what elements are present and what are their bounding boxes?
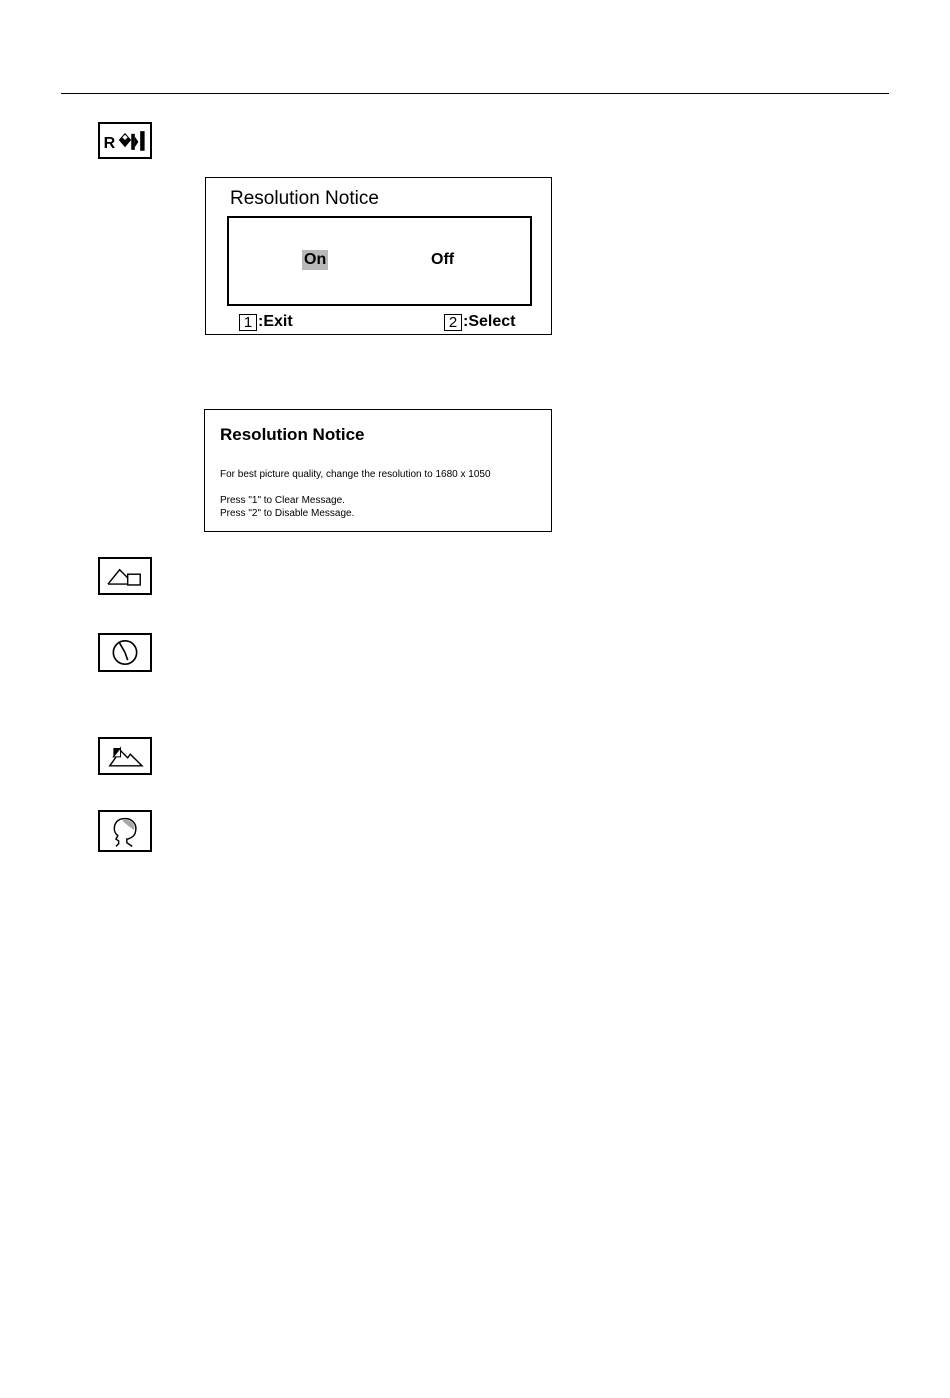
- clock-icon: [98, 633, 152, 672]
- exit-label: :Exit: [258, 313, 293, 330]
- osd-background-icon: [98, 737, 152, 775]
- svg-text:R: R: [103, 134, 116, 153]
- resolution-notice-icon: [98, 122, 152, 159]
- message-title: Resolution Notice: [220, 425, 365, 444]
- select-hint: [444, 313, 515, 331]
- menu-title: Resolution Notice: [230, 188, 379, 209]
- options-box: [227, 216, 532, 306]
- message-line-clear: Press "1" to Clear Message.: [220, 495, 345, 506]
- key-2-badge: 2: [444, 314, 462, 331]
- select-label: :Select: [463, 313, 516, 330]
- resolution-notice-message: [204, 409, 552, 532]
- option-off[interactable]: Off: [431, 251, 455, 268]
- message-line-disable: Press "2" to Disable Message.: [220, 508, 355, 519]
- information-icon: [98, 557, 152, 595]
- header-rule: [61, 93, 889, 94]
- message-line-resolution: For best picture quality, change the resolution to 1680 x 1050: [220, 469, 491, 480]
- option-on[interactable]: On: [304, 251, 327, 268]
- key-1-badge: 1: [239, 314, 257, 331]
- factory-reset-icon: [98, 810, 152, 852]
- resolution-notice-menu: [205, 177, 552, 335]
- exit-hint: [239, 313, 293, 331]
